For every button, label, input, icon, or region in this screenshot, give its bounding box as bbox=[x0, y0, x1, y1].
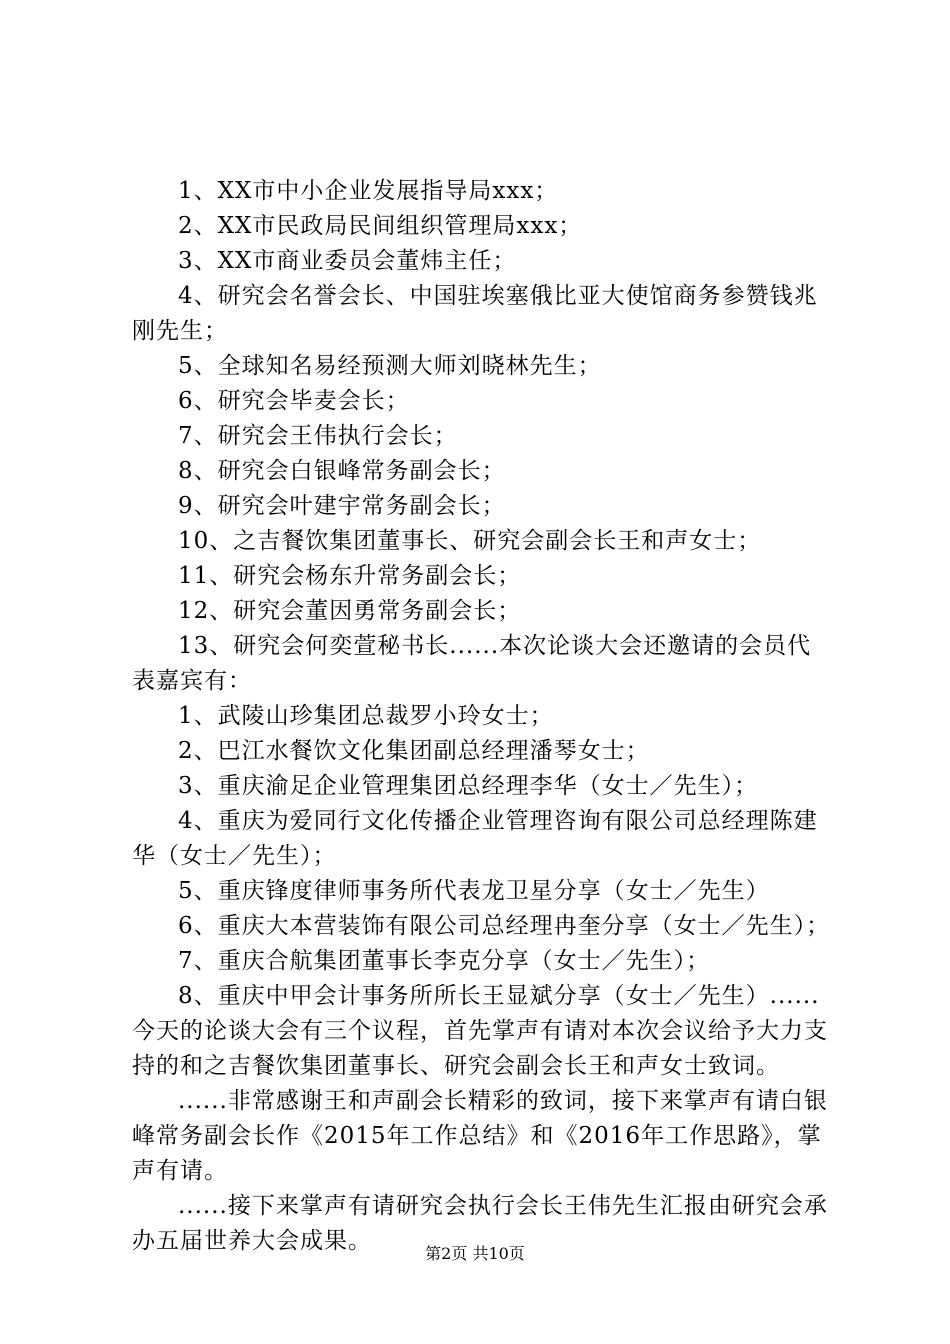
paragraph: 8、研究会白银峰常务副会长； bbox=[178, 458, 506, 484]
paragraph: ......接下来掌声有请研究会执行会长王伟先生汇报由研究会承办五届世养大会成果。 bbox=[132, 1193, 828, 1254]
paragraph: 6、研究会毕麦会长； bbox=[178, 388, 410, 414]
paragraph: 11、研究会杨东升常务副会长； bbox=[178, 563, 522, 589]
page-number-footer: 第2页 共10页 bbox=[425, 1244, 525, 1263]
paragraph: 7、重庆合航集团董事长李克分享（女士／先生）； bbox=[178, 948, 711, 974]
paragraph: 7、研究会王伟执行会长； bbox=[178, 423, 458, 449]
paragraph: 2、XX市民政局民间组织管理局xxx； bbox=[178, 213, 583, 239]
paragraph: 1、武陵山珍集团总裁罗小玲女士； bbox=[178, 703, 554, 729]
paragraph: 12、研究会董因勇常务副会长； bbox=[178, 598, 522, 624]
paragraph: 1、XX市中小企业发展指导局xxx； bbox=[178, 178, 559, 204]
paragraph: 6、重庆大本营装饰有限公司总经理冉奎分享（女士／先生）； bbox=[178, 913, 831, 939]
paragraph: 3、重庆渝足企业管理集团总经理李华（女士／先生）； bbox=[178, 773, 759, 799]
paragraph: 5、全球知名易经预测大师刘晓林先生； bbox=[178, 353, 602, 379]
paragraph: 8、重庆中甲会计事务所所长王显斌分享（女士／先生）......今天的论谈大会有三个议程，首先掌声有请对本次会议给予大力支持的和之吉餐饮集团董事长、研究会副会长王和声女士致词。 bbox=[132, 983, 828, 1079]
paragraph: 4、重庆为爱同行文化传播企业管理咨询有限公司总经理陈建华（女士／先生）； bbox=[132, 808, 818, 869]
paragraph: 10、之吉餐饮集团董事长、研究会副会长王和声女士； bbox=[178, 528, 762, 554]
paragraph: 9、研究会叶建宇常务副会长； bbox=[178, 493, 506, 519]
document-body bbox=[132, 174, 832, 1259]
paragraph: 5、重庆锋度律师事务所代表龙卫星分享（女士／先生） bbox=[178, 878, 770, 904]
paragraph: 13、研究会何奕萱秘书长......本次论谈大会还邀请的会员代表嘉宾有： bbox=[132, 633, 812, 694]
paragraph: 3、XX市商业委员会董炜主任； bbox=[178, 248, 517, 274]
paragraph: 2、巴江水餐饮文化集团副总经理潘琴女士； bbox=[178, 738, 650, 764]
paragraph: 4、研究会名誉会长、中国驻埃塞俄比亚大使馆商务参赞钱兆刚先生； bbox=[132, 283, 818, 344]
paragraph: ......非常感谢王和声副会长精彩的致词，接下来掌声有请白银峰常务副会长作《2015年工作总结》和《2016年工作思路》，掌声有请。 bbox=[132, 1088, 828, 1184]
